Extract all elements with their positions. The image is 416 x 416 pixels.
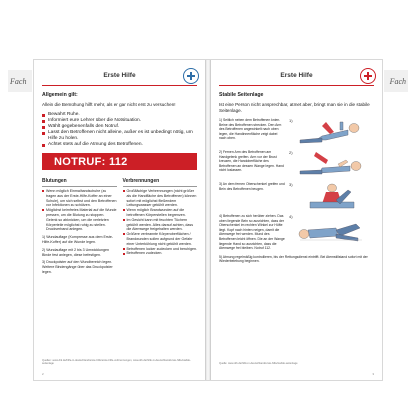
right-page-header (219, 66, 374, 86)
step-4-illustration (296, 214, 366, 244)
bullet-square-icon (123, 209, 125, 211)
left-page-title: Erste Hilfe (103, 72, 136, 79)
intro-heading: Allgemein gilt: (42, 92, 78, 98)
list-item: 1) Wundauflage (Kompresse aus dem Erste-Hilfe-Koffer) auf die Wunde legen. (42, 235, 114, 244)
bullet-square-icon (123, 248, 125, 250)
figure-number: 2) (289, 150, 293, 155)
step-row (219, 214, 374, 251)
bullet-square-icon (42, 190, 44, 192)
figure-number: 1) (289, 118, 293, 123)
bullet-square-icon (42, 209, 44, 211)
list-item: Wenn möglich Einmalhandschuhe (zu tragen aus der Erste-Hilfe-Koffer an einer Schule), um sich selbst und den Betroffenen vor Infektionen zu schützen. (42, 189, 117, 208)
right-page-title: Erste Hilfe (280, 72, 313, 79)
step-1-illustration (296, 118, 366, 148)
list-item: Achtet stets auf die Atmung des Betroffenen. (42, 142, 197, 148)
step-row (219, 150, 374, 180)
recovery-position-intro: Ist eine Person nicht ansprechbar, atmet aber, bringt man sie in die stabile Seitenlage. (219, 102, 370, 113)
step-text: 4) Betroffenen zu sich herüber ziehen. Das oben liegende Bein so ausrichten, dass der Oberschenkel im rechten Winkel zur Hüfte liegt. Kopf nach hinten neigen, damit die Atemwege frei werden. Mund des Betroffenen leicht öffnen. Die an der Wange liegende Hand so ausrichten, dass die Atemwege frei bleiben. Notruf 112. (219, 214, 285, 251)
steps-list (219, 118, 374, 251)
left-footnote: Quellen: www.drk.de/hilfe-in-deutschland/erste-hilfe/erste-hilfe-verbrennungen, www.drk.de/hilfe-in-deutschland/erste-hilfe/stabile-seitenlage (42, 358, 191, 366)
bullet-square-icon (42, 120, 45, 123)
bleeding-column (42, 174, 117, 275)
first-aid-cross-icon (183, 68, 199, 84)
bullet-square-icon (123, 219, 125, 221)
step-3-illustration (296, 182, 366, 212)
step-text: 2) Fernen Arm des Betroffenen am Handgelenk greifen. Arm vor der Brust kreuzen, die Handoberfläche des Betroffenen an dessen Wange legen. Hand nicht loslassen. (219, 150, 284, 173)
list-item: Betroffenen locker zudecken und beruhigen. (123, 247, 198, 252)
figure-number: 4) (289, 214, 293, 219)
open-booklet (34, 60, 382, 380)
list-item: Möglichst keimfreies Material auf die Wunde pressen, um die Blutung zu stoppen. Gelenk so abknicken, um die verletzten Körperteile möglichst ruhig zu stellen. Druckverband anlegen. (42, 208, 117, 232)
two-column-section (42, 174, 197, 275)
right-page (210, 60, 382, 380)
burns-column (123, 174, 198, 275)
list-item: 3) Druckpolster auf den Wundbereich legen. Weitere Bindengänge über das Druckpolster legen. (42, 260, 113, 274)
list-item: Größere verbrannte Körperoberflächen / Brandwunden sollen aufgrund der Gefahr einer Unterkühlung nicht gekühlt werden. (123, 232, 198, 246)
right-footnote: Quelle: www.drk.de/hilfe-in-deutschland/erste-hilfe/stabile-seitenlage (219, 362, 298, 366)
burns-heading: Verbrennungen (123, 178, 198, 187)
list-item: Wenn möglich Brandwunden auf die betroffenen Körperstellen begrenzen. (123, 208, 198, 218)
emergency-number-banner: NOTRUF: 112 (42, 153, 197, 170)
step-text: 1) Seitlich neben dem Betroffenen knien. Beine des Betroffenen strecken. Den Arm des Betroffenen angewinkelt nach oben legen, die Handinnenfläche zeigt dabei nach oben. (219, 118, 282, 141)
left-page-header (42, 66, 197, 86)
left-page-number: 2 (42, 372, 44, 376)
recovery-position-heading: Stabile Seitenlage (219, 92, 264, 98)
list-item: 2) Wundauflage mit 2 bis 3 Umwicklungen Binde fest anlegen, diese befestigen. (42, 247, 110, 257)
bullet-square-icon (42, 126, 45, 129)
bullet-square-icon (42, 132, 45, 135)
bullet-square-icon (123, 233, 125, 235)
bullet-square-icon (123, 190, 125, 192)
left-page (34, 60, 206, 380)
bleeding-heading: Blutungen (42, 178, 117, 187)
list-item: Betroffenen zudecken. (123, 251, 198, 256)
first-aid-cross-icon (360, 68, 376, 84)
bullet-square-icon (123, 253, 125, 255)
list-item: Großflächige Verbrennungen (nicht größer als die Handfläche des Betroffenen) können sofort mit möglichst fließendem Leitungswasser gekühlt werden. (123, 189, 198, 208)
list-item: Lasst den Betroffenen nicht alleine, außer es ist unbedingt nötig, um Hilfe zu holen. (42, 130, 197, 142)
step-2-illustration (296, 150, 366, 180)
bullet-square-icon (42, 114, 45, 117)
register-tab-right: Fach (384, 70, 408, 92)
rules-list (42, 112, 197, 148)
step-row (219, 182, 374, 212)
list-item: Wählt gegebenenfalls den Notruf. (42, 124, 197, 130)
step-text: 3) An dem fernen Oberschenkel greifen und Bein des Betroffenen beugen. (219, 182, 285, 191)
step-row (219, 118, 374, 148)
list-item: Bewahrt Ruhe. (42, 112, 197, 118)
figure-number: 3) (289, 182, 293, 187)
right-page-number: 3 (372, 372, 374, 376)
list-item: Im Gesicht kann mit feuchten Tüchern gekühlt werden. Alles darauf achten, dass die Atemwege freigehalten werden. (123, 218, 198, 232)
intro-text: Allein die Bemühung hilft mehr, als er gar nicht erst zu versuchen! (42, 102, 176, 107)
register-tab-left: Fach (8, 70, 32, 92)
bullet-square-icon (42, 144, 45, 147)
closing-note: 5) Atmung regelmäßig kontrollieren, bis der Rettungsdienst eintrifft. Bei Atemstillstand sofort mit der Wiederbelebung beginnen. (219, 254, 368, 264)
list-item: Informiert eure Lehrer über die Notsituation. (42, 118, 197, 124)
